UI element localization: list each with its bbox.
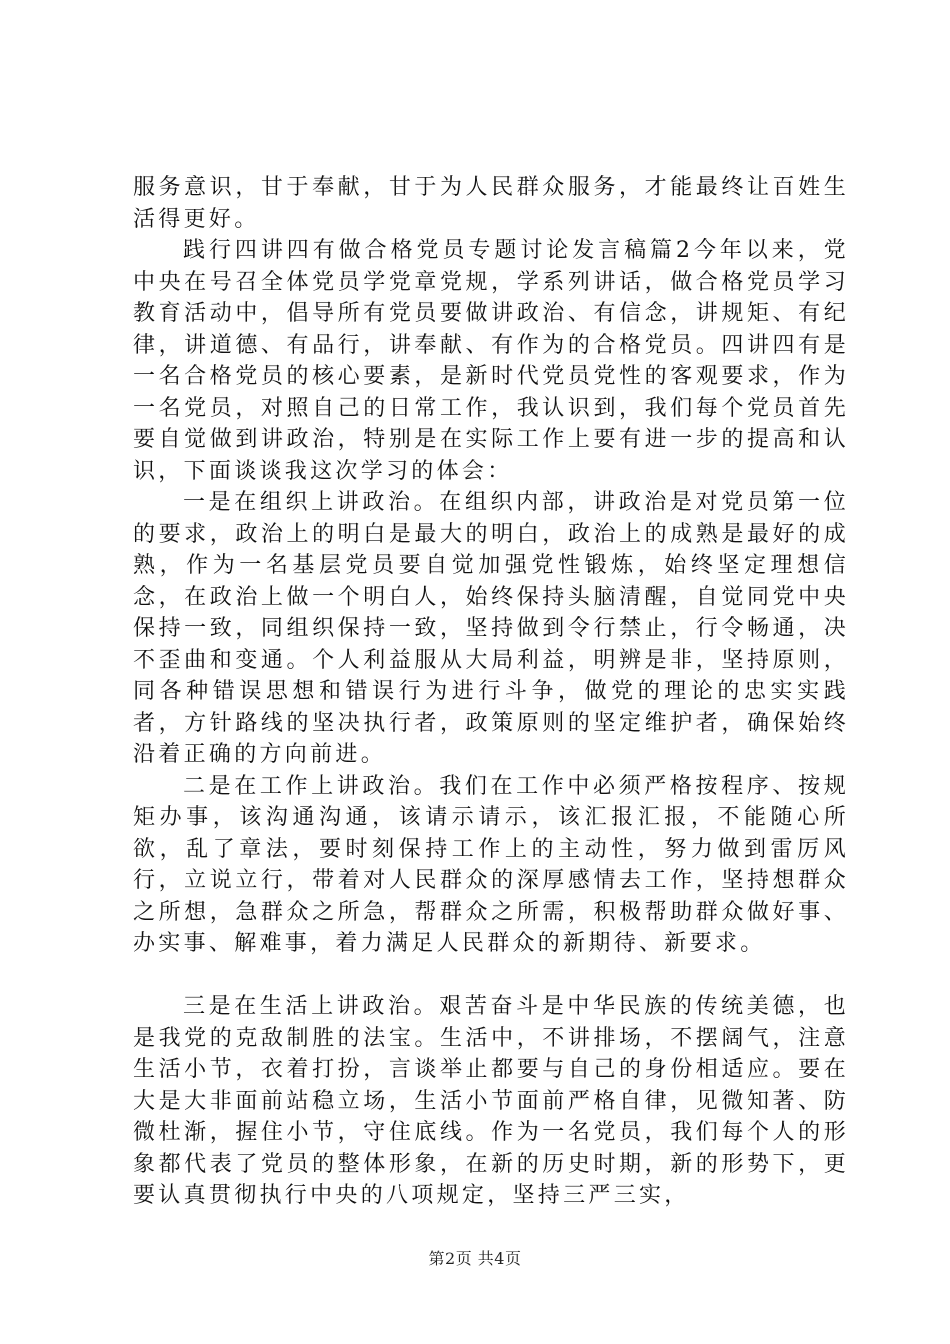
paragraph-spacer xyxy=(133,960,849,992)
paragraph-continuation: 服务意识，甘于奉献，甘于为人民群众服务，才能最终让百姓生活得更好。 xyxy=(133,175,849,232)
paragraph-point-three: 三是在生活上讲政治。艰苦奋斗是中华民族的传统美德，也是我党的克敌制胜的法宝。生活中，不讲排场，不摆阔气，注意生活小节，衣着打扮，言谈举止都要与自己的身份相适应。要在大是大非面前站稳立场，生活小节面前严格自律，见微知著、防微杜渐，握住小节，守住底线。作为一名党员，我们每个人的形象都代表了党员的整体形象，在新的历史时期，新的形势下，更要认真贯彻执行中央的八项规定，坚持三严三实， xyxy=(133,994,849,1208)
document-body xyxy=(133,172,849,1212)
paragraph-point-one: 一是在组织上讲政治。在组织内部，讲政治是对党员第一位的要求，政治上的明白是最大的明白，政治上的成熟是最好的成熟，作为一名基层党员要自觉加强党性锻炼，始终坚定理想信念，在政治上做一个明白人，始终保持头脑清醒，自觉同党中央保持一致，同组织保持一致，坚持做到令行禁止，行令畅通，决不歪曲和变通。个人利益服从大局利益，明辨是非，坚持原则，同各种错误思想和错误行为进行斗争，做党的理论的忠实实践者，方针路线的坚决执行者，政策原则的坚定维护者，确保始终沿着正确的方向前进。 xyxy=(133,490,849,767)
paragraph-intro: 践行四讲四有做合格党员专题讨论发言稿篇2今年以来，党中央在号召全体党员学党章党规，学系列讲话，做合格党员学习教育活动中，倡导所有党员要做讲政治、有信念，讲规矩、有纪律，讲道德、有品行，讲奉献、有作为的合格党员。四讲四有是一名合格党员的核心要素，是新时代党员党性的客观要求，作为一名党员，对照自己的日常工作，我认识到，我们每个党员首先要自觉做到讲政治，特别是在实际工作上要有进一步的提高和认识，下面谈谈我这次学习的体会： xyxy=(133,238,849,484)
page-footer: 第2页 共4页 xyxy=(428,1249,522,1268)
paragraph-point-two: 二是在工作上讲政治。我们在工作中必须严格按程序、按规矩办事，该沟通沟通，该请示请示，该汇报汇报，不能随心所欲，乱了章法，要时刻保持工作上的主动性，努力做到雷厉风行，立说立行，带着对人民群众的深厚感情去工作，坚持想群众之所想，急群众之所急，帮群众之所需，积极帮助群众做好事、办实事、解难事，着力满足人民群众的新期待、新要求。 xyxy=(133,773,849,956)
